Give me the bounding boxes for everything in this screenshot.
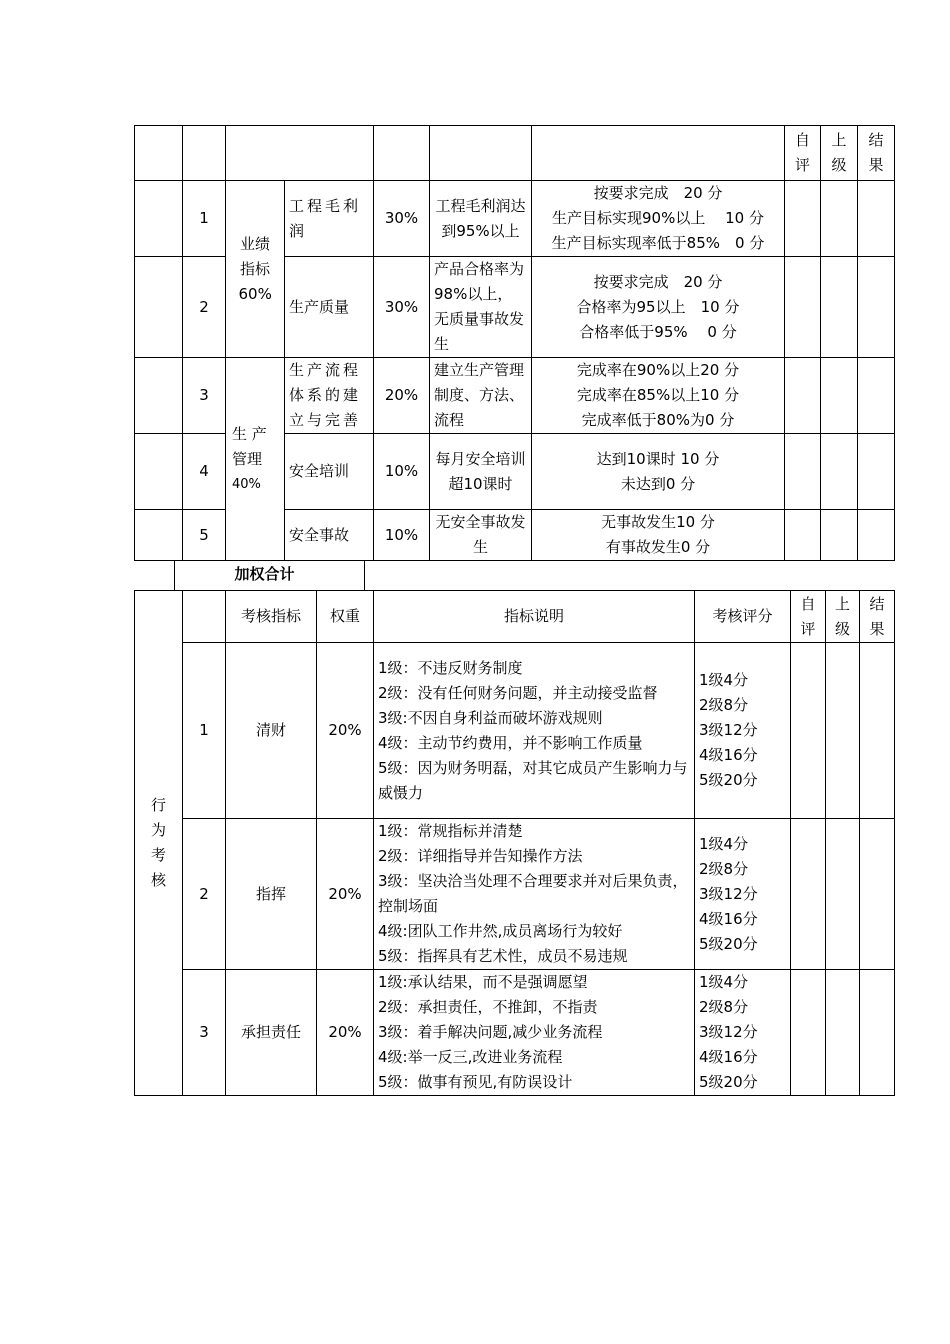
- indicator-name: 安全事故: [285, 510, 374, 561]
- indicator-weight: 30%: [374, 257, 430, 358]
- table-header-row: [135, 591, 895, 643]
- group-production: 生 产 管理 40%: [226, 358, 285, 561]
- header-self: 自评: [785, 126, 821, 181]
- behavior-name: 清财: [226, 643, 317, 819]
- row-number: 4: [183, 434, 226, 510]
- row-number: 3: [183, 970, 226, 1096]
- indicator-target: 建立生产管理制度、方法、流程: [430, 358, 532, 434]
- behavior-weight: 20%: [317, 643, 374, 819]
- indicator-target: 工程毛利润达到95%以上: [430, 181, 532, 257]
- header-result: 结果: [858, 126, 895, 181]
- behavior-description: 1级:承认结果，而不是强调愿望 2级：承担责任，不推卸，不指责 3级：着手解决问题,减少业务流程 4级:举一反三,改进业务流程 5级：做事有预见,有防误设计: [374, 970, 695, 1096]
- indicator-name: 安全培训: [285, 434, 374, 510]
- indicator-weight: 10%: [374, 434, 430, 510]
- group-performance: 业绩指标60%: [226, 181, 285, 358]
- table-row: [135, 358, 895, 434]
- row-number: 2: [183, 257, 226, 358]
- header-score: 考核评分: [695, 591, 791, 643]
- indicator-name: 生产质量: [285, 257, 374, 358]
- indicator-weight: 10%: [374, 510, 430, 561]
- row-number: 1: [183, 181, 226, 257]
- behavior-scores: 1级4分 2级8分 3级12分 4级16分 5级20分: [695, 643, 791, 819]
- row-number: 3: [183, 358, 226, 434]
- header-indicator: 考核指标: [226, 591, 317, 643]
- indicator-name: 工程毛利润: [285, 181, 374, 257]
- behavior-table: [134, 590, 895, 1096]
- behavior-scores: 1级4分 2级8分 3级12分 4级16分 5级20分: [695, 819, 791, 970]
- behavior-weight: 20%: [317, 970, 374, 1096]
- table-row: [135, 970, 895, 1096]
- behavior-description: 1级：不违反财务制度 2级：没有任何财务问题，并主动接受监督 3级:不因自身利益而破坏游戏规则 4级：主动节约费用，并不影响工作质量 5级：因为财务明磊，对其它成员产生影响力与威慑力: [374, 643, 695, 819]
- indicator-criteria: 无事故发生10 分 有事故发生0 分: [532, 510, 785, 561]
- header-weight: 权重: [317, 591, 374, 643]
- indicator-name: 生产流程体系的建立与完善: [285, 358, 374, 434]
- weighted-total-table: [134, 560, 894, 591]
- header-self: 自评: [791, 591, 826, 643]
- header-description: 指标说明: [374, 591, 695, 643]
- header-result: 结果: [860, 591, 895, 643]
- indicator-target: 产品合格率为98%以上，无质量事故发生: [430, 257, 532, 358]
- indicator-criteria: 达到10课时 10 分 未达到0 分: [532, 434, 785, 510]
- table-row: [135, 819, 895, 970]
- table-header-row: [135, 126, 895, 181]
- indicator-target: 无安全事故发生: [430, 510, 532, 561]
- header-superior: 上级: [821, 126, 858, 181]
- behavior-weight: 20%: [317, 819, 374, 970]
- behavior-name: 指挥: [226, 819, 317, 970]
- table-row: [135, 643, 895, 819]
- row-number: 2: [183, 819, 226, 970]
- indicator-criteria: 按要求完成 20 分 生产目标实现90%以上 10 分 生产目标实现率低于85% 0 分: [532, 181, 785, 257]
- indicator-weight: 30%: [374, 181, 430, 257]
- row-number: 5: [183, 510, 226, 561]
- indicator-weight: 20%: [374, 358, 430, 434]
- row-number: 1: [183, 643, 226, 819]
- section-behavior: 行为考核: [135, 591, 183, 1096]
- behavior-scores: 1级4分 2级8分 3级12分 4级16分 5级20分: [695, 970, 791, 1096]
- header-superior: 上级: [826, 591, 860, 643]
- performance-table: [134, 125, 895, 561]
- indicator-criteria: 完成率在90%以上20 分 完成率在85%以上10 分 完成率低于80%为0 分: [532, 358, 785, 434]
- indicator-target: 每月安全培训超10课时: [430, 434, 532, 510]
- behavior-description: 1级：常规指标并清楚 2级：详细指导并告知操作方法 3级：坚决洽当处理不合理要求并对后果负责，控制场面 4级:团队工作井然,成员离场行为较好 5级：指挥具有艺术性，成员不易违规: [374, 819, 695, 970]
- table-row: [135, 181, 895, 257]
- indicator-criteria: 按要求完成 20 分 合格率为95以上 10 分 合格率低于95% 0 分: [532, 257, 785, 358]
- weighted-total-label: 加权合计: [174, 560, 364, 590]
- behavior-name: 承担责任: [226, 970, 317, 1096]
